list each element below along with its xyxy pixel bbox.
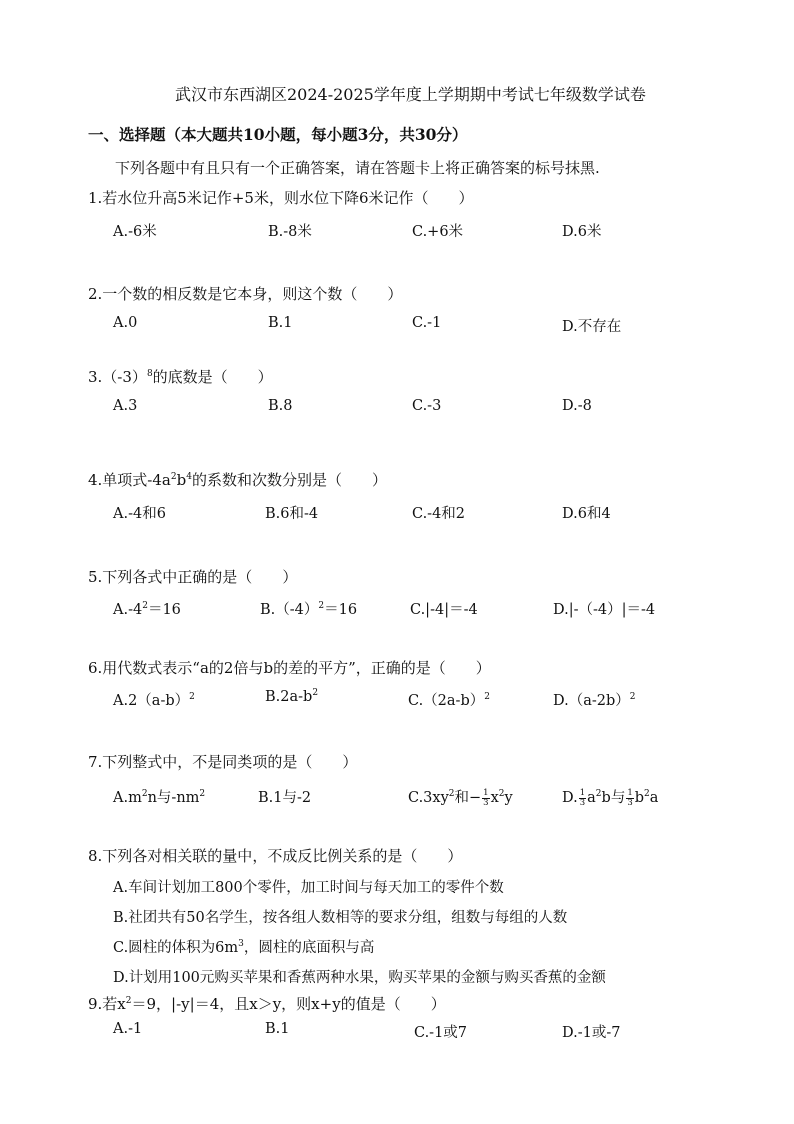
q8-option-b: B.社团共有50名学生，按各组人数相等的要求分组，组数与每组的人数 bbox=[113, 910, 568, 926]
question-7-stem: 7.下列整式中，不是同类项的是（ ） bbox=[88, 753, 358, 771]
q7-d-numerator-2: 1 bbox=[627, 787, 633, 798]
q7-d-numerator-1: 1 bbox=[579, 787, 586, 798]
q7-option-a bbox=[113, 786, 205, 807]
q7-d-text4: b bbox=[634, 790, 645, 806]
q5-option-a bbox=[113, 598, 181, 619]
q7-d-text1: D. bbox=[562, 790, 578, 806]
q7-d-denominator-1: 3 bbox=[579, 797, 586, 808]
q7-c-denominator: 3 bbox=[483, 797, 489, 808]
q3-exponent: 8 bbox=[146, 369, 153, 379]
q4-sup-b: 4 bbox=[186, 472, 192, 482]
exam-title: 武汉市东西湖区2024-2025学年度上学期期中考试七年级数学试卷 bbox=[175, 85, 646, 104]
q5-a-sup: 2 bbox=[142, 601, 148, 611]
q6-option-a bbox=[113, 689, 195, 710]
q9-option-b: B.1 bbox=[265, 1021, 290, 1037]
q7-a-sup1: 2 bbox=[141, 789, 148, 799]
q7-d-text2: a bbox=[587, 790, 596, 806]
q4-option-c: C.-4和2 bbox=[412, 506, 466, 522]
question-3-stem bbox=[88, 366, 273, 387]
q4-stem-pre: 4.单项式-4a bbox=[88, 471, 171, 489]
q8-option-d: D.计划用100元购买苹果和香蕉两种水果，购买苹果的金额与购买香蕉的金额 bbox=[113, 970, 606, 986]
q6-b-sup: 2 bbox=[312, 688, 319, 698]
q7-option-c bbox=[408, 786, 513, 808]
section-instruction: 下列各题中有且只有一个正确答案，请在答题卡上将正确答案的标号抹黑. bbox=[115, 159, 600, 177]
q7-option-b: B.1与-2 bbox=[258, 790, 312, 806]
q7-c-text4: y bbox=[504, 790, 513, 806]
q5-b-pre: B.（-4） bbox=[260, 602, 319, 618]
question-8-stem: 8.下列各对相关联的量中，不成反比例关系的是（ ） bbox=[88, 847, 463, 865]
q8-option-a: A.车间计划加工800个零件，加工时间与每天加工的零件个数 bbox=[113, 880, 504, 896]
q1-option-c: C.+6米 bbox=[412, 224, 464, 240]
q1-option-d: D.6米 bbox=[562, 224, 602, 240]
q2-option-d: D.不存在 bbox=[562, 319, 622, 335]
q3-stem-pre: 3.（-3） bbox=[88, 368, 147, 386]
q4-option-a: A.-4和6 bbox=[113, 506, 166, 522]
q5-a-pre: A.-4 bbox=[113, 602, 143, 618]
q6-b-pre: B.2a-b bbox=[265, 689, 313, 705]
q9-exponent: 2 bbox=[125, 996, 132, 1006]
q5-option-b bbox=[260, 598, 357, 619]
q6-d-pre: D.（a-2b） bbox=[553, 693, 630, 709]
q7-d-fraction-1 bbox=[579, 789, 586, 808]
q8-c-sup: 3 bbox=[238, 939, 244, 949]
q3-stem-post: 的底数是（ ） bbox=[152, 368, 273, 386]
q2-option-a: A.0 bbox=[113, 315, 138, 331]
q8-c-post: ，圆柱的底面积与高 bbox=[243, 940, 375, 956]
q5-option-d: D.|-（-4）|＝-4 bbox=[553, 602, 656, 618]
q6-option-d bbox=[553, 689, 636, 710]
q7-c-sup2: 2 bbox=[498, 789, 505, 799]
q6-a-sup: 2 bbox=[189, 692, 195, 702]
q7-d-sup2: 2 bbox=[644, 789, 650, 799]
q7-option-d bbox=[562, 786, 658, 808]
q4-stem-post: 的系数和次数分别是（ ） bbox=[191, 471, 387, 489]
q1-option-b: B.-8米 bbox=[268, 224, 312, 240]
q6-option-b bbox=[265, 689, 318, 705]
q7-d-fraction-2 bbox=[626, 789, 633, 808]
question-9-stem bbox=[88, 993, 446, 1014]
q4-mid: b bbox=[176, 471, 187, 489]
q3-option-c: C.-3 bbox=[412, 398, 442, 414]
q9-option-c: C.-1或7 bbox=[414, 1025, 468, 1041]
section-heading: 一、选择题（本大题共10小题，每小题3分，共30分） bbox=[88, 125, 468, 144]
q8-c-pre: C.圆柱的体积为6m bbox=[113, 940, 239, 956]
q7-a-text2: n与-nm bbox=[147, 790, 200, 806]
q6-a-pre: A.2（a-b） bbox=[113, 693, 190, 709]
question-5-stem: 5.下列各式中正确的是（ ） bbox=[88, 568, 298, 586]
q9-option-d: D.-1或-7 bbox=[562, 1025, 621, 1041]
q9-stem-post: ＝9，|-y|＝4，且x＞y，则x+y的值是（ ） bbox=[131, 995, 446, 1013]
q5-b-post: ＝16 bbox=[324, 602, 358, 618]
q5-a-post: ＝16 bbox=[147, 602, 181, 618]
q7-c-fraction bbox=[482, 789, 489, 808]
question-4-stem bbox=[88, 469, 387, 490]
q8-option-c bbox=[113, 936, 374, 957]
q6-d-sup: 2 bbox=[629, 692, 636, 702]
q7-a-text1: A.m bbox=[113, 790, 142, 806]
q7-d-text5: a bbox=[649, 790, 659, 806]
q4-sup-a: 2 bbox=[170, 472, 177, 482]
q7-c-numerator: 1 bbox=[483, 787, 489, 798]
q3-option-b: B.8 bbox=[268, 398, 293, 414]
q6-c-pre: C.（2a-b） bbox=[408, 693, 485, 709]
q6-option-c bbox=[408, 689, 490, 710]
q4-option-b: B.6和-4 bbox=[265, 506, 319, 522]
q2-option-b: B.1 bbox=[268, 315, 293, 331]
question-1-stem: 1.若水位升高5米记作+5米，则水位下降6米记作（ ） bbox=[88, 189, 474, 207]
q3-option-d: D.-8 bbox=[562, 398, 592, 414]
q9-stem-pre: 9.若x bbox=[88, 995, 126, 1013]
q6-c-sup: 2 bbox=[484, 692, 490, 702]
q3-option-a: A.3 bbox=[113, 398, 138, 414]
q5-option-c: C.|-4|＝-4 bbox=[410, 602, 478, 618]
question-6-stem: 6.用代数式表示“a的2倍与b的差的平方”，正确的是（ ） bbox=[88, 659, 491, 677]
q9-option-a: A.-1 bbox=[113, 1021, 143, 1037]
q7-d-denominator-2: 3 bbox=[627, 797, 633, 808]
q4-option-d: D.6和4 bbox=[562, 506, 611, 522]
q2-option-c: C.-1 bbox=[412, 315, 442, 331]
q1-option-a: A.-6米 bbox=[113, 224, 157, 240]
q7-d-text3: b与 bbox=[601, 790, 626, 806]
q7-c-text2: 和− bbox=[454, 790, 482, 806]
q7-a-sup2: 2 bbox=[199, 789, 206, 799]
q7-c-text3: x bbox=[490, 790, 499, 806]
q7-d-sup1: 2 bbox=[595, 789, 602, 799]
q7-c-sup1: 2 bbox=[448, 789, 455, 799]
question-2-stem: 2.一个数的相反数是它本身，则这个数（ ） bbox=[88, 285, 403, 303]
q5-b-sup: 2 bbox=[318, 601, 325, 611]
q7-c-text1: C.3xy bbox=[408, 790, 449, 806]
